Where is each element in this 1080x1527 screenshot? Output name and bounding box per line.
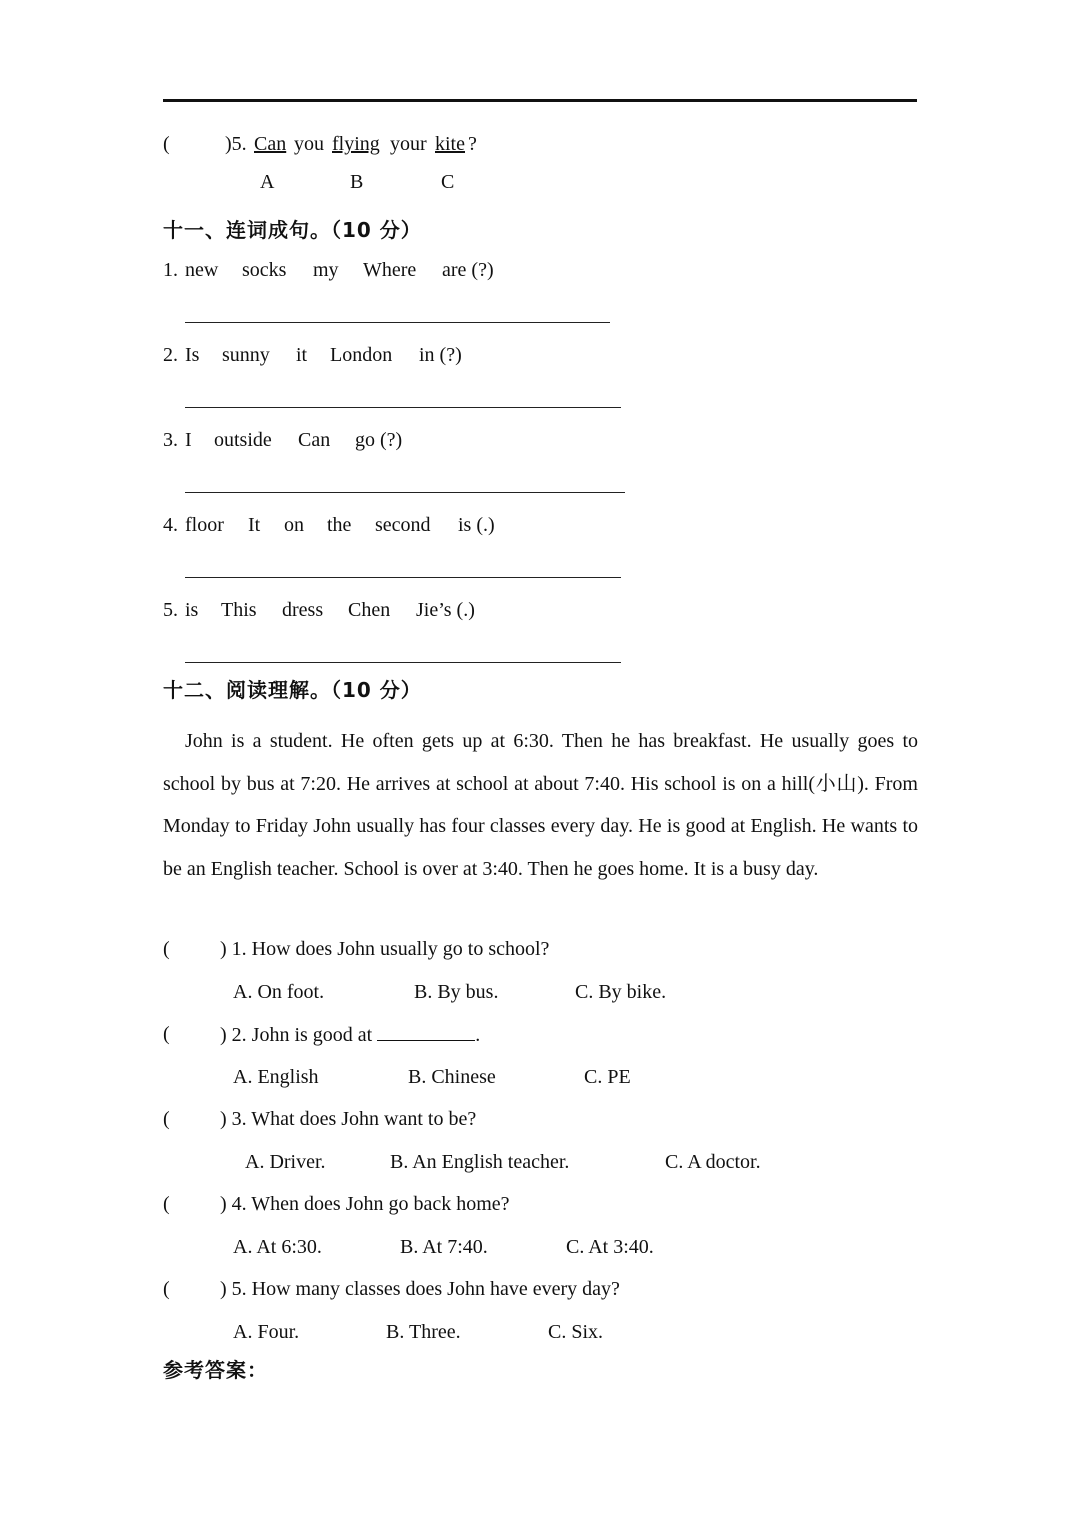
- sec11-item2-word: Is: [185, 344, 200, 366]
- sec11-item2-word: it: [296, 344, 308, 366]
- q2-text-end: .: [475, 1024, 481, 1046]
- q5-option-a[interactable]: A. Four.: [233, 1321, 300, 1343]
- top-rule: [163, 99, 917, 102]
- q3-option-c[interactable]: C. A doctor.: [665, 1151, 761, 1173]
- sec11-item1-word: my: [313, 259, 339, 281]
- sec11-item5-word: is: [185, 599, 199, 621]
- q3-option-b[interactable]: B. An English teacher.: [390, 1151, 570, 1173]
- sec10-q5-number: )5.: [225, 133, 247, 155]
- q2-text: [220, 1022, 480, 1047]
- q3-paren: (: [163, 1108, 170, 1130]
- sec10-word-can: Can: [254, 133, 287, 155]
- q2-text-start: ) 2. John is good at: [220, 1024, 373, 1046]
- sec11-item1-number: 1.: [163, 259, 178, 281]
- answer-line-2[interactable]: [185, 407, 621, 408]
- answer-line-1[interactable]: [185, 322, 610, 323]
- sec11-item4-word: on: [284, 514, 304, 536]
- q5-option-b[interactable]: B. Three.: [386, 1321, 461, 1343]
- q2-blank[interactable]: [377, 1022, 475, 1041]
- sec11-item5-number: 5.: [163, 599, 178, 621]
- q4-paren: (: [163, 1193, 170, 1215]
- sec11-item3-word: go (?): [355, 429, 403, 451]
- q2-option-b[interactable]: B. Chinese: [408, 1066, 496, 1088]
- sec11-item1-word: socks: [242, 259, 287, 281]
- sec11-item4-number: 4.: [163, 514, 178, 536]
- q1-option-a[interactable]: A. On foot.: [233, 981, 325, 1003]
- sec10-word-flying: flying: [332, 133, 380, 155]
- sec11-item5-word: This: [221, 599, 257, 621]
- sec11-item4-word: is (.): [458, 514, 495, 536]
- q1-paren: (: [163, 938, 170, 960]
- sec11-item3-word: I: [185, 429, 192, 451]
- sec11-item1-word: new: [185, 259, 219, 281]
- sec11-item2-word: London: [330, 344, 393, 366]
- answer-line-3[interactable]: [185, 492, 625, 493]
- sec11-item4-word: floor: [185, 514, 224, 536]
- answers-heading: 参考答案：: [163, 1358, 268, 1382]
- q4-option-b[interactable]: B. At 7:40.: [400, 1236, 488, 1258]
- sec11-item1-word: Where: [363, 259, 417, 281]
- sec11-item3-word: Can: [298, 429, 331, 451]
- sec11-item5-word: Chen: [348, 599, 391, 621]
- q1-text: ) 1. How does John usually go to school?: [220, 938, 550, 960]
- q1-option-b[interactable]: B. By bus.: [414, 981, 499, 1003]
- sec10-word-kite: kite: [435, 133, 465, 155]
- sec10-letter-c: C: [441, 171, 455, 193]
- q5-option-c[interactable]: C. Six.: [548, 1321, 604, 1343]
- sec10-word-you: you: [294, 133, 324, 155]
- q4-text: ) 4. When does John go back home?: [220, 1193, 510, 1215]
- sec11-item2-word: sunny: [222, 344, 270, 366]
- answer-line-5[interactable]: [185, 662, 621, 663]
- q4-option-c[interactable]: C. At 3:40.: [566, 1236, 654, 1258]
- sec11-item1-word: are (?): [442, 259, 494, 281]
- sec11-item4-word: second: [375, 514, 431, 536]
- q5-text: ) 5. How many classes does John have every day?: [220, 1278, 620, 1300]
- sec11-item4-word: It: [248, 514, 261, 536]
- section-12-heading: 十二、阅读理解。（10 分）: [163, 678, 422, 702]
- sec11-item2-word: in (?): [419, 344, 462, 366]
- q2-option-c[interactable]: C. PE: [584, 1066, 631, 1088]
- sec11-item5-word: Jie’s (.): [416, 599, 475, 621]
- sec10-letter-b: B: [350, 171, 364, 193]
- sec11-item5-word: dress: [282, 599, 324, 621]
- q1-option-c[interactable]: C. By bike.: [575, 981, 667, 1003]
- reading-passage-text: John is a student. He often gets up at 6:30. Then he has breakfast. He usually goes to school by bus at 7:20. He arrives at school at about 7:40. His school is on a hill(小山). From Monday to Friday John usually has four classes every day. He is good at English. He wants to be an English teacher. School is over at 3:40. Then he goes home. It is a busy day.: [163, 730, 918, 880]
- sec11-item2-number: 2.: [163, 344, 178, 366]
- q3-option-a[interactable]: A. Driver.: [245, 1151, 326, 1173]
- q2-paren: (: [163, 1023, 170, 1045]
- sec10-letter-a: A: [260, 171, 275, 193]
- sec10-word-your: your: [390, 133, 427, 155]
- sec11-item4-word: the: [327, 514, 352, 536]
- sec11-item3-word: outside: [214, 429, 272, 451]
- q4-option-a[interactable]: A. At 6:30.: [233, 1236, 322, 1258]
- sec10-paren: (: [163, 133, 170, 155]
- q3-text: ) 3. What does John want to be?: [220, 1108, 477, 1130]
- sec11-item3-number: 3.: [163, 429, 178, 451]
- q2-option-a[interactable]: A. English: [233, 1066, 319, 1088]
- answer-line-4[interactable]: [185, 577, 621, 578]
- sec10-question-mark: ?: [468, 133, 477, 155]
- q5-paren: (: [163, 1278, 170, 1300]
- reading-passage: [163, 720, 918, 890]
- section-11-heading: 十一、连词成句。（10 分）: [163, 218, 422, 242]
